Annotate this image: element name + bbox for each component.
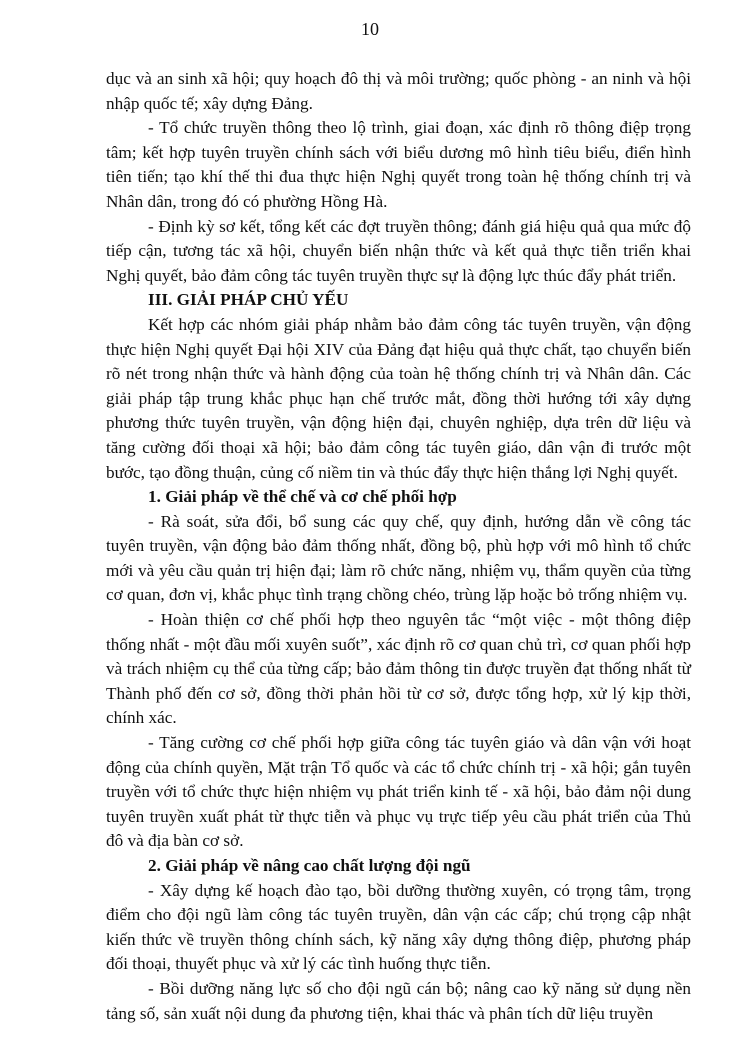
subheading-staff-quality: 2. Giải pháp về nâng cao chất lượng đội ngũ (148, 856, 471, 875)
paragraph-periodic-review: - Định kỳ sơ kết, tổng kết các đợt truyền thông; đánh giá hiệu quả qua mức độ tiếp cận, tương tác xã hội, chuyển biến nhận thức và kết quả thực tiễn triển khai Nghị quyết, bảo đảm công tác tuyên truyền thực sự là động lực thúc đẩy phát triển. (106, 216, 691, 285)
paragraph-strengthen-coordination: - Tăng cường cơ chế phối hợp giữa công tác tuyên giáo và dân vận với hoạt động của chính quyền, Mặt trận Tổ quốc và các tổ chức chính trị - xã hội; gắn tuyên truyền với tổ chức thực hiện nhiệm vụ phát triển kinh tế - xã hội, bảo đảm nội dung tuyên truyền xuất phát từ thực tiễn và phục vụ trực tiếp yêu cầu phát triển của Thủ đô và địa bàn cơ sở. (106, 733, 691, 851)
subheading-institutional-solutions: 1. Giải pháp về thể chế và cơ chế phối hợp (148, 487, 457, 507)
paragraph-regulation-review: - Rà soát, sửa đổi, bổ sung các quy chế, quy định, hướng dẫn về công tác tuyên truyền, vận động bảo đảm thống nhất, đồng bộ, phù hợp với mô hình tổ chức mới và yêu cầu quản trị hiện đại; làm rõ chức năng, nhiệm vụ, thẩm quyền của từng cơ quan, đơn vị, khắc phục tình trạng chồng chéo, trùng lặp hoặc bỏ trống nhiệm vụ. (106, 511, 691, 605)
paragraph-training-plan: - Xây dựng kế hoạch đào tạo, bồi dưỡng thường xuyên, có trọng tâm, trọng điểm cho đội ngũ làm công tác tuyên truyền, dân vận các cấp; chú trọng cập nhật kiến thức về truyền thông chính sách, kỹ năng xây dựng thông điệp, phương pháp đối thoại, thuyết phục và xử lý các tình huống thực tiễn. (106, 880, 691, 974)
document-body (106, 67, 691, 1026)
paragraph-solutions-overview: Kết hợp các nhóm giải pháp nhằm bảo đảm công tác tuyên truyền, vận động thực hiện Nghị quyết Đại hội XIV của Đảng đạt hiệu quả thực chất, tạo chuyển biến rõ nét trong nhận thức và hành động của toàn hệ thống chính trị và Nhân dân. Các giải pháp tập trung khắc phục hạn chế trước mắt, đồng thời hướng tới xây dựng phương thức tuyên truyền, vận động hiện đại, chuyên nghiệp, dựa trên dữ liệu và tăng cường đối thoại xã hội; bảo đảm công tác tuyên giáo, dân vận đi trước một bước, tạo đồng thuận, củng cố niềm tin và thúc đẩy thực hiện thắng lợi Nghị quyết. (106, 314, 691, 482)
paragraph-coordination-mechanism: - Hoàn thiện cơ chế phối hợp theo nguyên tắc “một việc - một thông điệp thống nhất - một đầu mối xuyên suốt”, xác định rõ cơ quan chủ trì, cơ quan phối hợp và trách nhiệm cụ thể của từng cấp; bảo đảm thông tin được truyền đạt thống nhất từ Thành phố đến cơ sở, đồng thời phản hồi từ cơ sở, được tổng hợp, xử lý kịp thời, chính xác. (106, 610, 691, 728)
section-heading-main-solutions: III. GIẢI PHÁP CHỦ YẾU (148, 290, 349, 310)
paragraph-digital-capacity: - Bồi dưỡng năng lực số cho đội ngũ cán bộ; nâng cao kỹ năng sử dụng nền tảng số, sản xuất nội dung đa phương tiện, khai thác và phân tích dữ liệu truyền (106, 978, 691, 1023)
paragraph-communication-roadmap: - Tổ chức truyền thông theo lộ trình, giai đoạn, xác định rõ thông điệp trọng tâm; kết hợp tuyên truyền chính sách với biểu dương mô hình tiêu biểu, điển hình tiên tiến; tạo khí thế thi đua thực hiện Nghị quyết trong toàn hệ thống chính trị và Nhân dân, trong đó có phường Hồng Hà. (106, 118, 691, 211)
page-number: 10 (361, 19, 379, 39)
paragraph-continued: dục và an sinh xã hội; quy hoạch đô thị và môi trường; quốc phòng - an ninh và hội nhập quốc tế; xây dựng Đảng. (106, 69, 691, 113)
